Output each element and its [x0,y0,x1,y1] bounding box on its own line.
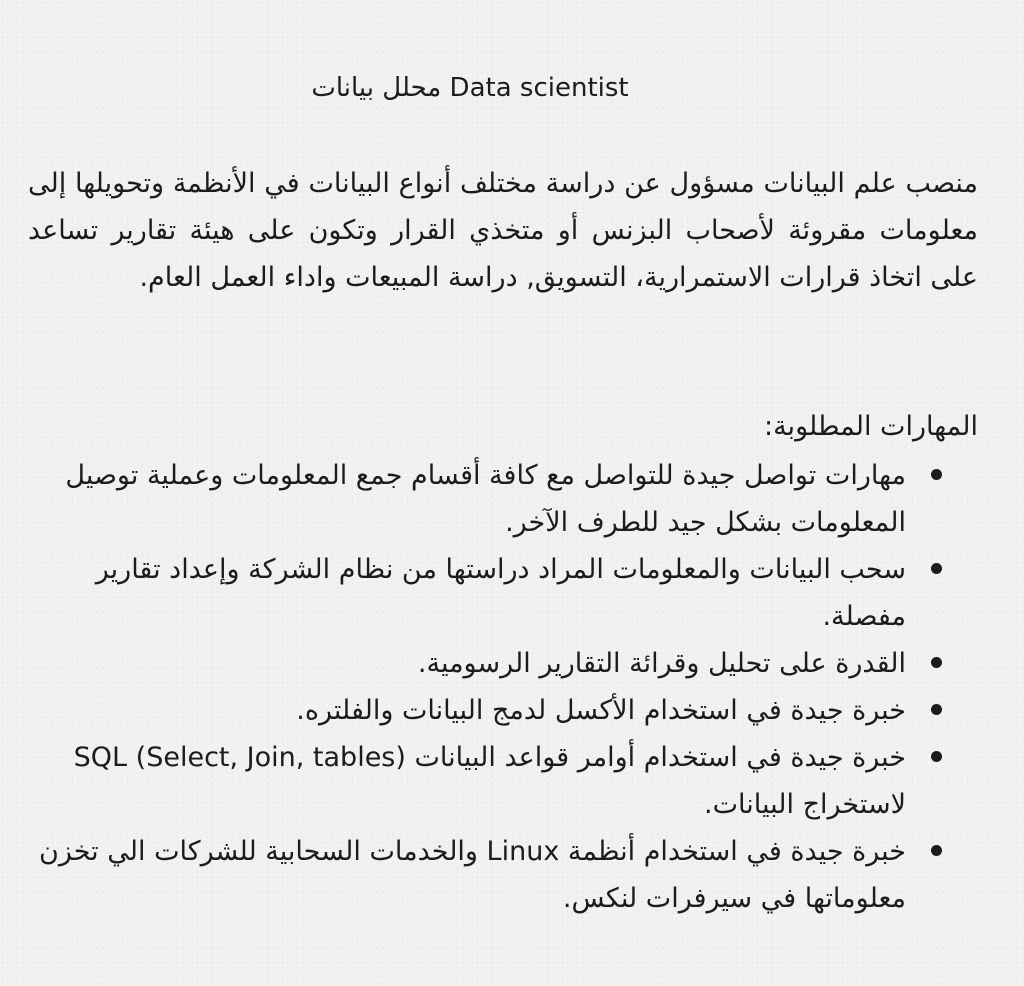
skill-text: سحب البيانات والمعلومات المراد دراستها من نظام الشركة وإعداد تقارير مفصلة. [95,554,906,632]
bullet-icon [931,563,942,574]
intro-paragraph: منصب علم البيانات مسؤول عن دراسة مختلف أنواع البيانات في الأنظمة وتحويلها إلى معلومات مقروئة لأصحاب البزنس أو متخذي القرار وتكون على هيئة تقارير تساعد على اتخاذ قرارات الاستمرارية، التسويق, دراسة المبيعات واداء العمل العام. [28,168,978,293]
skill-text: خبرة جيدة في استخدام الأكسل لدمج البيانات والفلتره. [296,695,906,726]
skill-item [28,452,978,546]
bullet-icon [931,751,942,762]
skill-item [28,687,978,734]
skill-text: مهارات تواصل جيدة للتواصل مع كافة أقسام جمع المعلومات وعملية توصيل المعلومات بشكل جيد للطرف الآخر. [65,460,906,538]
page-title: محلل بيانات Data scientist [311,73,629,103]
bullet-icon [931,657,942,668]
bullet-icon [931,845,942,856]
bullet-icon [931,704,942,715]
skill-item [28,734,978,828]
skill-text: القدرة على تحليل وقرائة التقارير الرسومية. [417,648,906,679]
skill-item [28,640,978,687]
skill-item [28,546,978,640]
bullet-icon [931,469,942,480]
skill-text: خبرة جيدة في استخدام أوامر قواعد البيانات SQL (Select, Join, tables) لاستخراج البيانات. [73,742,906,820]
skills-list [28,452,978,922]
skill-text: خبرة جيدة في استخدام أنظمة Linux والخدمات السحابية للشركات الي تخزن معلوماتها في سيرفرات لنكس. [39,836,906,914]
skills-heading: المهارات المطلوبة: [763,411,978,442]
skill-item [28,828,978,922]
